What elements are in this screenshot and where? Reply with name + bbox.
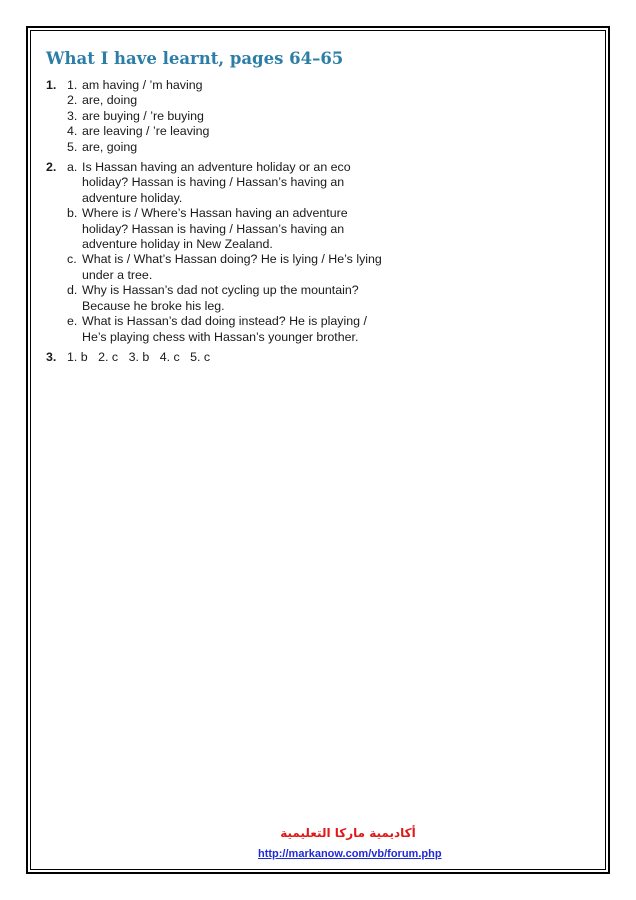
exercise-number: 3. <box>46 349 57 364</box>
answer-item <box>67 206 386 252</box>
item-marker: 5. <box>67 139 78 154</box>
item-marker: 4. <box>67 124 78 139</box>
item-text: am having / ’m having <box>82 78 203 92</box>
item-text: are leaving / ’re leaving <box>82 124 210 139</box>
item-marker: 2. <box>67 93 78 108</box>
item-marker: c. <box>67 252 77 267</box>
item-marker: 3. <box>67 108 78 123</box>
inline-answers <box>67 350 386 365</box>
item-text: Is Hassan having an adventure holiday or an eco holiday? Hassan is having / Hassan’s having an adventure holiday. <box>82 160 351 205</box>
answer-item: 5. c <box>190 349 211 364</box>
answer-item <box>67 93 386 108</box>
item-marker: d. <box>67 283 78 298</box>
item-marker: a. <box>67 160 78 175</box>
exercise-1 <box>46 78 386 155</box>
answer-item <box>67 124 386 139</box>
exercise-number: 2. <box>46 160 57 175</box>
answer-item: 3. b <box>128 349 150 364</box>
footer-forum-link[interactable]: http://markanow.com/vb/forum.php <box>258 848 442 860</box>
item-text: Where is / Where’s Hassan having an adventure holiday? Hassan is having / Hassan’s having an adventure holiday in New Zealand. <box>82 206 348 252</box>
exercise-2 <box>46 160 386 345</box>
exercise-number: 1. <box>46 78 57 92</box>
item-text: are, going <box>82 139 138 154</box>
answer-key <box>46 78 386 370</box>
item-marker: 1. <box>67 78 78 92</box>
footer-academy-name: أكاديمية ماركا التعليمية <box>280 826 416 840</box>
item-text: are buying / ’re buying <box>82 108 204 123</box>
answer-item <box>67 140 386 155</box>
item-text: Why is Hassan’s dad not cycling up the mountain? Because he broke his leg. <box>82 283 359 313</box>
answer-item <box>67 78 386 93</box>
answer-item: 1. b <box>67 349 88 364</box>
answer-item <box>67 160 386 206</box>
item-text: are, doing <box>82 93 138 108</box>
answer-item <box>67 252 386 283</box>
item-marker: e. <box>67 314 78 329</box>
item-text: What is Hassan’s dad doing instead? He is playing / He’s playing chess with Hassan’s younger brother. <box>82 314 367 344</box>
exercise-3 <box>46 350 386 365</box>
answer-item <box>67 109 386 124</box>
answer-item <box>67 314 386 345</box>
page-title: What I have learnt, pages 64–65 <box>46 49 344 68</box>
item-text: What is / What’s Hassan doing? He is lying / He’s lying under a tree. <box>82 252 382 282</box>
item-marker: b. <box>67 206 78 221</box>
answer-item: 4. c <box>159 349 180 364</box>
answer-item: 2. c <box>98 349 119 364</box>
answer-item <box>67 283 386 314</box>
